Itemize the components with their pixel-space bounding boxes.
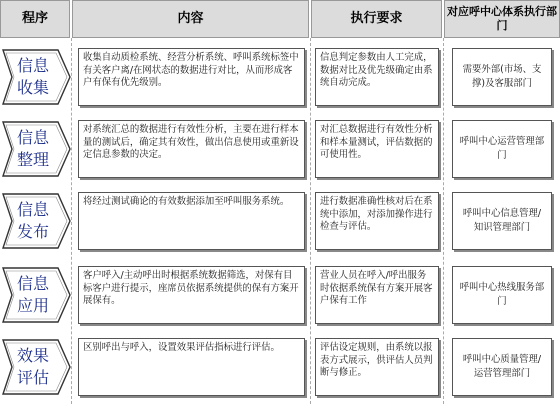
table-header: [0, 0, 560, 38]
requirement-cell: 对汇总数据进行有效性分析和样本量测试，评估数据的可使用性。: [315, 120, 439, 178]
table-row: [0, 262, 560, 328]
department-cell: 呼叫中心运营管理部门: [452, 120, 552, 178]
department-cell: 呼叫中心热线服务部门: [452, 266, 552, 324]
step-label: 信息 整理: [16, 128, 49, 169]
step-chevron: [0, 188, 72, 254]
content-cell: 收集自动质检系统、经营分析系统、呼叫系统标签中有关客户离/在网状态的数据进行对比，从而形成客户有保有优先级别。: [78, 48, 305, 106]
table-row: [0, 188, 560, 254]
step-label: 信息 发布: [16, 200, 49, 241]
table-row: [0, 44, 560, 110]
requirement-cell: 评估设定规则，由系统以报表方式展示，供评估人员判断与修正。: [315, 338, 439, 396]
department-cell: 呼叫中心信息管理/知识管理部门: [452, 192, 552, 250]
step-label: 信息 应用: [16, 274, 49, 315]
content-cell: 客户呼入/主动呼出时根据系统数据筛选，对保有目标客户进行提示，座席员依据系统提供的保有方案开展保有。: [78, 266, 305, 324]
header-content: 内容: [72, 0, 309, 38]
table-row: [0, 116, 560, 182]
content-cell: 对系统汇总的数据进行有效性分析，主要在进行样本量的测试后，确定其有效性，做出信息使用或重新设定信息参数的决定。: [78, 120, 305, 178]
step-label: 效果 评估: [16, 346, 49, 387]
requirement-cell: 进行数据准确性核对后在系统中添加，对添加操作进行检查与评估。: [315, 192, 439, 250]
content-cell: 区别呼出与呼入，设置效果评估指标进行评估。: [78, 338, 305, 396]
requirement-cell: 信息判定参数由人工完成，数据对比及优先级确定由系统自动完成。: [315, 48, 439, 106]
requirement-cell: 营业人员在呼入/呼出服务时依据系统保有方案开展客户保有工作: [315, 266, 439, 324]
step-label: 信息 收集: [16, 56, 49, 97]
step-chevron: [0, 262, 72, 328]
header-procedure: 程序: [0, 0, 70, 38]
department-cell: 呼叫中心质量管理/运营管理部门: [452, 338, 552, 396]
header-department: 对应呼中心体系执行部门: [444, 0, 560, 38]
step-chevron: [0, 116, 72, 182]
content-cell: 将经过测试确论的有效数据添加至呼叫服务系统。: [78, 192, 305, 250]
header-requirement: 执行要求: [311, 0, 442, 38]
step-chevron: [0, 44, 72, 110]
department-cell: 需要外部(市场、支撑)及客服部门: [452, 48, 552, 106]
step-chevron: [0, 334, 72, 400]
table-row: [0, 334, 560, 400]
